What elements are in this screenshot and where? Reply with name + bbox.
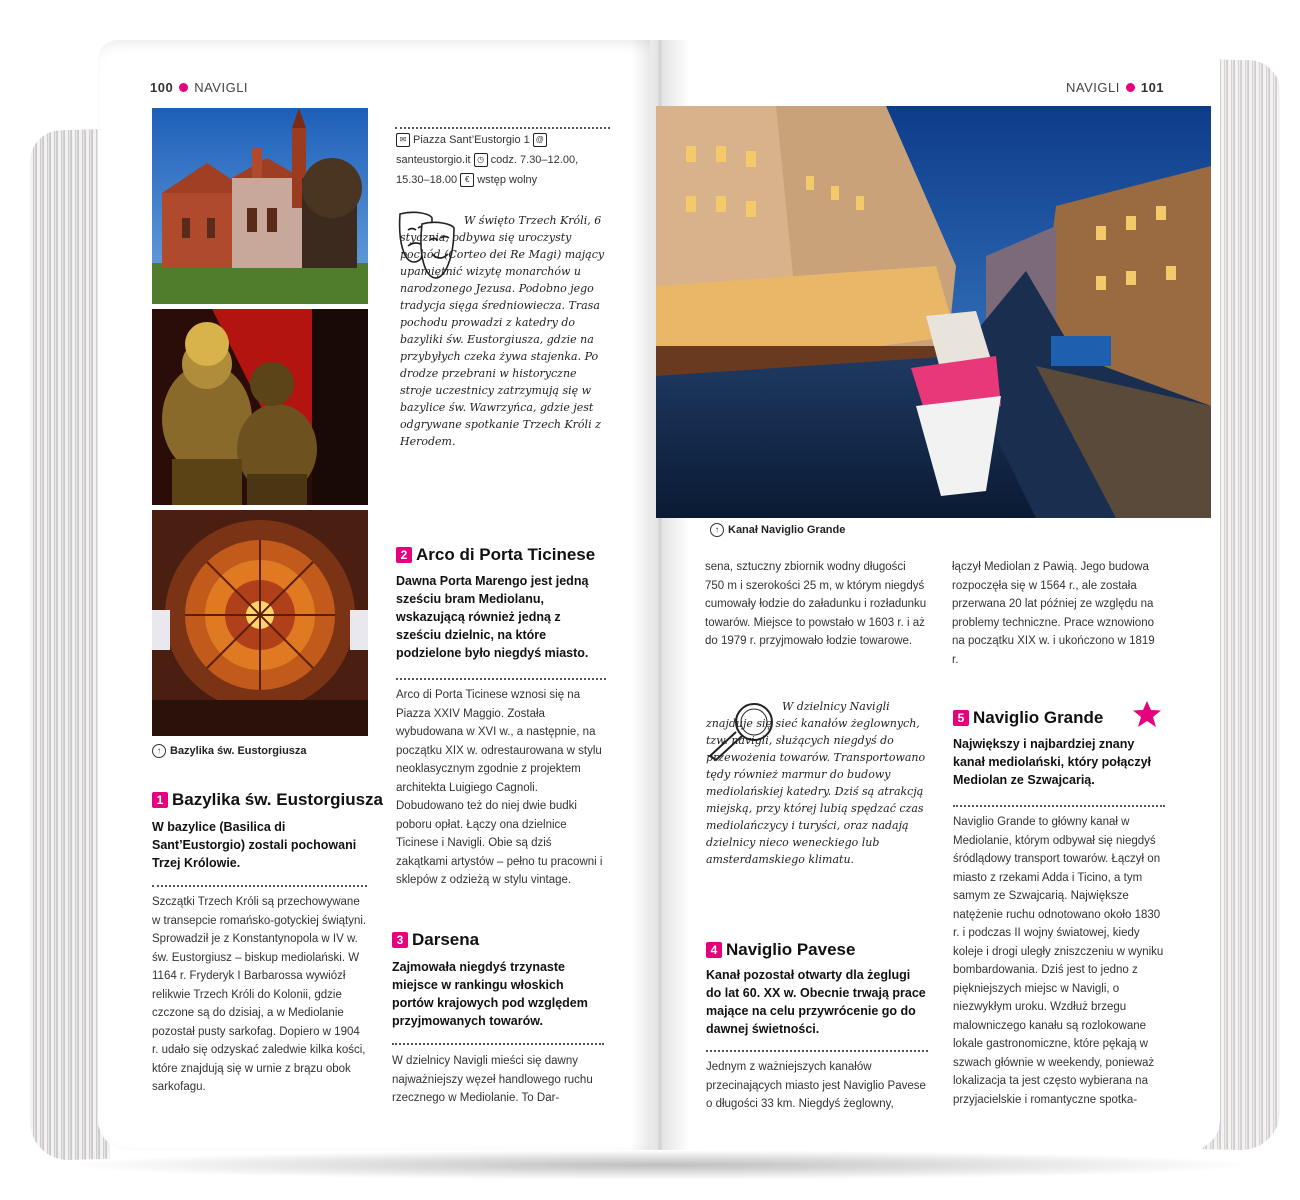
section-5-title [953,708,1103,728]
section-2-number: 2 [396,547,412,563]
section-4-body: Jednym z ważniejszych kanałów przecinających miasto jest Naviglio Pavese o długości 33 km. Niegdyś żeglowny, [706,1061,926,1110]
basilica-exterior-photo [152,108,368,304]
section-5-lead: Największy i najbardziej znany kanał mediolański, który połączył Mediolan ze Szwajcarią. [953,737,1151,787]
reliquary-busts-photo [152,309,368,505]
book-shadow [60,1150,1260,1180]
naviglio-grande-photo [656,106,1211,518]
website-icon: @ [533,133,547,147]
festival-note: W święto Trzech Króli, 6 stycznia, odbywa się uroczysty pochód (Corteo dei Re Magi) mający upamiętnić wizytę monarchów u narodzonego Jezusa. Podobno jego tradycja sięga średniowiecza. Trasa pochodu prowadzi z katedry do bazyliki św. Eustorgiusza, gdzie na przybyłych czeka żywa stajenka. Po drodze przebrani w historyczne stroje uczestnicy zatrzymują się w bazylice św. Wawrzyńca, gdzie jest odgrywane spotkanie Trzech Króli z Herodem. [400,214,605,448]
must-see-star-icon [1132,700,1162,733]
section-3-number: 3 [392,932,408,948]
section-3-lead: Zajmowała niegdyś trzynaste miejsce w rankingu włoskich portów krajowych pod względem przyjmowanych towarów. [392,960,588,1028]
section-4-title [706,940,855,960]
naviglio-pavese-continued: łączył Mediolan z Pawią. Jego budowa rozpoczęła się w 1564 r., ale została przerwana 20 lat później ze względu na problemy techniczne. Prace wznowiono na początku XIX w. i ukończono w 1819 r. [952,561,1155,666]
photo-direction-icon: ↑ [152,744,166,758]
section-3-title [392,930,479,950]
accent-dot [1126,83,1135,92]
address-text: Piazza Sant’Eustorgio 1 [413,134,530,146]
section-2-title [396,545,595,565]
tip-note: W dzielnicy Navigli znajduje się sieć kanałów żeglownych, tzw. navigli, służących niegdyś do przewożenia towarów. Transportowano tędy również marmur do budowy mediolańskiej katedry. Dziś są atrakcją miejską, przy której lubią spędzać czas mediolańczycy i turyści, oraz nadają dzielnicy nieco weneckiego lub amsterdamskiego klimatu. [706,700,926,866]
divider [392,1043,604,1045]
section-3-title-text: Darsena [412,930,480,949]
right-page-number: 101 [1140,80,1165,95]
divider [152,885,367,887]
website-link[interactable]: santeustorgio.it [396,154,471,166]
section-1-number: 1 [152,792,168,808]
section-5-body: Naviglio Grande to główny kanał w Mediolanie, którym odbywał się niegdyś śródlądowy transport towarów. Łączył on miasto z rzekami Adda i Ticino, a tym samym ze Szwajcarią. Największe natężenie ruchu odnotowano około 1830 r. i podczas II wojny światowej, kiedy koleje i drogi uległy zniszczeniu w wyniku bombardowania. Dziś jest to jedno z piękniejszych miejsc w Navigli, o niezwykłym uroku. Wzdłuż brzegu malowniczego kanału są rozlokowane lokale gastronomiczne, które pękają w szwach głównie w weekendy, ponieważ lokalizacja ta jest często wybierana na przyjacielskie i romantyczne spotka- [953,816,1164,1106]
left-section-name: NAVIGLI [194,80,249,95]
left-photo-caption [152,744,307,758]
photo-direction-icon: ↑ [710,523,724,537]
divider [396,678,606,680]
section-2-body: Arco di Porta Ticinese wznosi się na Piazza XXIV Maggio. Została wybudowana w XVI w., a następnie, na początku XIX w. odrestaurowana w stylu neoklasycznym zgodnie z projektem architekta Luigiego Cagnoli. Dobudowano też do niej dwie budki poboru opłat. Łączy ona dzielnice Ticinese i Navigli. Obie są dziś zakątkami artystów – pełno tu pracowni i sklepów z odzieżą w stylu vintage. [396,689,603,886]
divider [953,805,1165,807]
section-5-title-text: Naviglio Grande [973,708,1104,727]
left-page-number: 100 [150,80,174,95]
right-page-header [1066,80,1164,95]
section-1-lead: W bazylice (Basilica di Sant’Eustorgio) zostali pochowani Trzej Królowie. [152,820,357,870]
divider [706,1050,928,1052]
right-section-name: NAVIGLI [1066,80,1120,95]
section-4-title-text: Naviglio Pavese [726,940,856,959]
dome-interior-photo [152,510,368,736]
admission-text: wstęp wolny [477,174,538,186]
section-4-lead: Kanał pozostał otwarty dla żeglugi do lat 60. XX w. Obecnie trwają prace mające na celu przywrócenie go do dawnej świetności. [706,968,926,1036]
right-caption-text: Kanał Naviglio Grande [728,524,846,536]
right-photo-caption [710,523,845,537]
ticket-icon: € [460,173,474,187]
address-icon: ✉ [396,133,410,147]
accent-dot [179,83,188,92]
section-4-number: 4 [706,942,722,958]
section-2-lead: Dawna Porta Marengo jest jedną sześciu bram Mediolanu, wskazującą również jedną z sześciu dzielnic, na które podzielone było niegdyś miasto. [396,574,589,660]
darsena-continued: sena, sztuczny zbiornik wodny długości 750 m i szerokości 25 m, w którym niegdyś cumowały łodzie do załadunku i rozładunku towarów. Miejsce to powstało w 1603 r. i aż do 1979 r. przyjmowało łodzie towarowe. [705,561,927,647]
section-1-title [152,790,383,810]
section-1-body: Szczątki Trzech Króli są przechowywane w transepcie romańsko-gotyckiej świątyni. Sprowadził je z Konstantynopola w IV w. św. Eustorgiusz – biskup mediolański. W 1164 r. Fryderyk I Barbarossa wywiózł relikwie Trzech Króli do Kolonii, gdzie czczone są do dzisiaj, a w Mediolanie pozostał pusty sarkofag. Dopiero w 1904 r. udało się odzyskać zaledwie kilka kości, które znajdują się w urnie z brązu obok sarkofagu. [152,896,367,1093]
opening-hours: codz. 7.30–12.00, 15.30–18.00 [396,154,579,186]
section-2-title-text: Arco di Porta Ticinese [416,545,596,564]
left-caption-text: Bazylika św. Eustorgiusza [170,745,307,757]
left-page-header [150,80,248,95]
section-1-title-text: Bazylika św. Eustorgiusza [172,790,383,809]
section-5-number: 5 [953,710,969,726]
basilica-info [396,130,608,190]
section-3-body: W dzielnicy Navigli mieści się dawny najważniejszy węzeł handlowego ruchu rzecznego w Mediolanie. To Dar- [392,1055,593,1104]
clock-icon: ◷ [474,153,488,167]
divider [395,127,610,129]
